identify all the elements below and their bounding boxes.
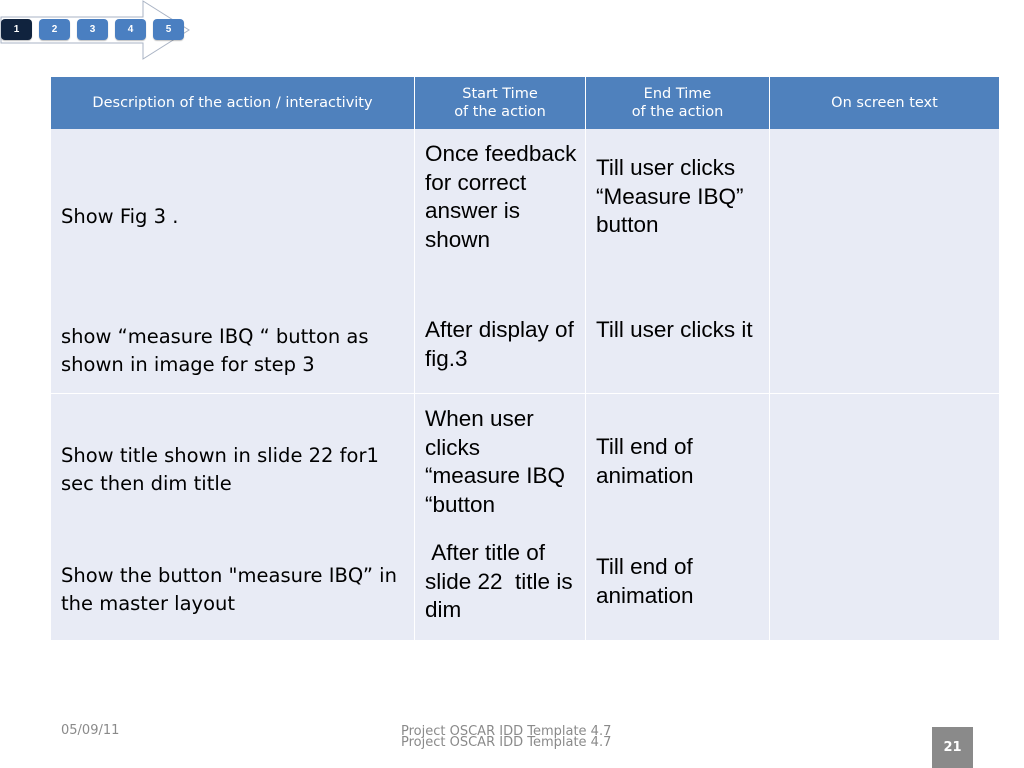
table-row-1-end (586, 129, 770, 295)
footer-project-title-duplicate: Project OSCAR IDD Template 4.7 (401, 735, 612, 750)
table-row-2-start (415, 295, 586, 394)
footer-date: 05/09/11 (61, 723, 120, 738)
row-4-end-text: Till end of animation (596, 554, 694, 608)
table-row-3-start (415, 394, 586, 526)
table-row-1-on-screen (770, 129, 999, 295)
table-row-4-end (586, 526, 770, 640)
step-navigator (0, 0, 195, 62)
header-end-line1: End Time (643, 86, 712, 102)
step-1-button[interactable]: 1 (1, 19, 32, 40)
row-3-end-text: Till end of animation (596, 434, 694, 488)
header-description (51, 77, 415, 129)
header-on-screen-text (770, 77, 999, 129)
table-row-4-on-screen (770, 526, 999, 640)
step-5-button[interactable]: 5 (153, 19, 184, 40)
footer-project-title: Project OSCAR IDD Template 4.7 (401, 724, 612, 739)
table-row-4-description (51, 526, 415, 640)
table-row-3-on-screen (770, 394, 999, 526)
table-row-2-on-screen (770, 295, 999, 394)
row-4-description-text: Show the button "measure IBQ” in the master layout (61, 564, 397, 615)
step-4-button[interactable]: 4 (115, 19, 146, 40)
header-start-line2: of the action (454, 104, 546, 120)
header-on-screen-text-label: On screen text (831, 95, 938, 111)
table-row-1-description (51, 129, 415, 295)
header-start-time (415, 77, 586, 129)
row-3-description-text: Show title shown in slide 22 for1 sec then dim title (61, 444, 379, 495)
step-3-button[interactable]: 3 (77, 19, 108, 40)
table-row-3-end (586, 394, 770, 526)
row-1-start-text: Once feedback for correct answer is shown (425, 141, 577, 252)
page-number-badge: 21 (932, 727, 973, 768)
header-end-time (586, 77, 770, 129)
table-row-1-start (415, 129, 586, 295)
header-end-line2: of the action (631, 104, 724, 120)
step-2-button[interactable]: 2 (39, 19, 70, 40)
row-2-description-text: show “measure IBQ “ button as shown in image for step 3 (61, 325, 369, 376)
table-row-3-description (51, 394, 415, 526)
interactivity-table (51, 77, 999, 640)
row-3-start-text: When user clicks “measure IBQ “button (425, 406, 566, 517)
header-start-line1: Start Time (462, 86, 538, 102)
row-2-start-text: After display of fig.3 (425, 317, 574, 371)
table-row-2-description (51, 295, 415, 394)
row-2-end-text: Till user clicks it (596, 317, 753, 342)
table-row-4-start (415, 526, 586, 640)
header-description-text: Description of the action / interactivity (92, 95, 373, 111)
row-1-end-text: Till user clicks “Measure IBQ” button (596, 155, 744, 237)
row-1-description-text: Show Fig 3 . (61, 205, 179, 228)
row-4-start-text: After title of slide 22 title is dim (425, 540, 579, 622)
table-row-2-end (586, 295, 770, 394)
